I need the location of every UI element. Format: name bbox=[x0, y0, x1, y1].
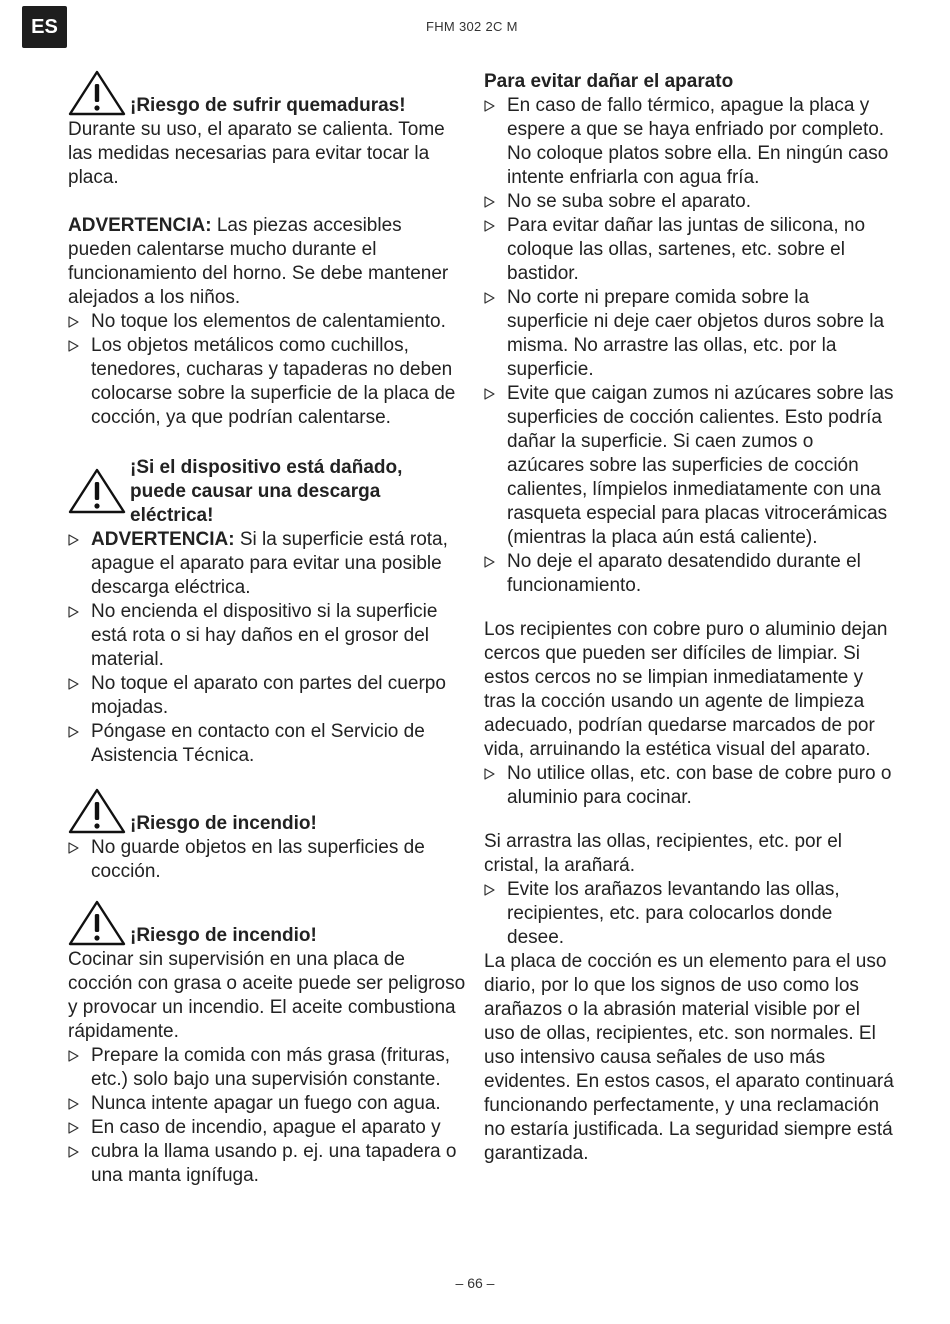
list-item: No encienda el dispositivo si la superficie está rota o si hay daños en el grosor del material. bbox=[68, 600, 468, 672]
fire-warning-title-2: ¡Riesgo de incendio! bbox=[130, 925, 317, 946]
fire-warning-heading-1 bbox=[68, 788, 468, 836]
warning-triangle-icon bbox=[68, 900, 126, 946]
list-item: Para evitar dañar las juntas de silicona, no coloque las ollas, sartenes, etc. sobre el bastidor. bbox=[484, 214, 894, 286]
advertencia-bullets bbox=[68, 310, 468, 430]
list-item: No toque los elementos de calentamiento. bbox=[68, 310, 468, 334]
scratch-bullets bbox=[484, 878, 894, 950]
section-title: Para evitar dañar el aparato bbox=[484, 71, 734, 92]
bullet-arrow-icon bbox=[68, 842, 79, 854]
list-item: No deje el aparato desatendido durante el funcionamiento. bbox=[484, 550, 894, 598]
bullet-arrow-icon bbox=[68, 1122, 79, 1134]
shock-warning-heading bbox=[68, 456, 468, 528]
list-item: Póngase en contacto con el Servicio de Asistencia Técnica. bbox=[68, 720, 468, 768]
list-item: Evite los arañazos levantando las ollas, recipientes, etc. para colocarlos donde desee. bbox=[484, 878, 894, 950]
copper-paragraph: Los recipientes con cobre puro o aluminio dejan cercos que pueden ser difíciles de limpiar. Si estos cercos no se limpian inmediatamente y tras la cocción usando un agente de limpieza adecuado, podrían quedarse marcados de por vida, arruinando la estética visual del aparato. bbox=[484, 619, 888, 760]
bullet-arrow-icon bbox=[68, 678, 79, 690]
bullet-arrow-icon bbox=[68, 606, 79, 618]
bullet-arrow-icon bbox=[484, 388, 495, 400]
advertencia-label: ADVERTENCIA: bbox=[68, 215, 212, 236]
scratch-paragraph: Si arrastra las ollas, recipientes, etc. por el cristal, la arañará. bbox=[484, 831, 842, 876]
warning-triangle-icon bbox=[68, 70, 126, 116]
advertencia-text: Las piezas accesibles pueden calentarse mucho durante el funcionamiento del horno. Se debe mantener alejados a los niños. bbox=[68, 215, 449, 308]
fire-warning-heading-2 bbox=[68, 900, 468, 948]
list-item: Los objetos metálicos como cuchillos, tenedores, cucharas y tapaderas no deben colocarse sobre la superficie de la placa de cocción, ya que podrían calentarse. bbox=[68, 334, 468, 430]
fire-warning-bullets-2 bbox=[68, 1044, 468, 1188]
list-item: En caso de incendio, apague el aparato y bbox=[68, 1116, 468, 1140]
shock-warning-title: ¡Si el dispositivo está dañado, puede causar una descarga eléctrica! bbox=[130, 457, 403, 526]
list-item: No toque el aparato con partes del cuerpo mojadas. bbox=[68, 672, 468, 720]
list-item: Prepare la comida con más grasa (frituras, etc.) solo bajo una supervisión constante. bbox=[68, 1044, 468, 1092]
fire-warning-text: Cocinar sin supervisión en una placa de cocción con grasa o aceite puede ser peligroso y provocar un incendio. El aceite combustiona rápidamente. bbox=[68, 949, 466, 1042]
bullet-arrow-icon bbox=[68, 726, 79, 738]
bullet-arrow-icon bbox=[68, 1098, 79, 1110]
bullet-arrow-icon bbox=[68, 1050, 79, 1062]
bullet-arrow-icon bbox=[484, 884, 495, 896]
list-item: No utilice ollas, etc. con base de cobre puro o aluminio para cocinar. bbox=[484, 762, 894, 810]
right-column bbox=[484, 70, 894, 1166]
fire-warning-title-1: ¡Riesgo de incendio! bbox=[130, 813, 317, 834]
warning-triangle-icon bbox=[68, 468, 126, 514]
model-number: FHM 302 2C M bbox=[426, 19, 518, 34]
damage-bullets bbox=[484, 94, 894, 598]
bullet-arrow-icon bbox=[68, 1146, 79, 1158]
advertencia-paragraph bbox=[68, 214, 468, 310]
language-badge: ES bbox=[22, 6, 67, 48]
list-item: Evite que caigan zumos ni azúcares sobre las superficies de cocción calientes. Esto podría dañar la superficie. Si caen zumos o azúcares sobre las superficies de cocción calientes, límpielos inmediatamente con una rasqueta especial para placas vitrocerámicas (mientras la placa aún está caliente). bbox=[484, 382, 894, 550]
list-item: Nunca intente apagar un fuego con agua. bbox=[68, 1092, 468, 1116]
fire-warning-bullets-1 bbox=[68, 836, 468, 884]
usage-paragraph: La placa de cocción es un elemento para el uso diario, por lo que los signos de uso como los arañazos o la abrasión material visible por el uso de ollas, recipientes, etc. son normales. El uso intensivo causa señales de uso más evidentes. En estos casos, el aparato continuará funcionando perfectamente, y una reclamación no estaría justificada. La seguridad siempre está garantizada. bbox=[484, 951, 894, 1164]
warning-triangle-icon bbox=[68, 788, 126, 834]
list-item: En caso de fallo térmico, apague la placa y espere a que se haya enfriado por completo. No coloque platos sobre ella. En ningún caso intente enfriarla con agua fría. bbox=[484, 94, 894, 190]
bullet-arrow-icon bbox=[68, 316, 79, 328]
bullet-arrow-icon bbox=[484, 556, 495, 568]
list-item: No se suba sobre el aparato. bbox=[484, 190, 894, 214]
bullet-arrow-icon bbox=[484, 292, 495, 304]
burn-warning-heading bbox=[68, 70, 468, 118]
bullet-arrow-icon bbox=[484, 100, 495, 112]
burn-warning-title: ¡Riesgo de sufrir quemaduras! bbox=[130, 95, 406, 116]
list-item: cubra la llama usando p. ej. una tapadera o una manta ignífuga. bbox=[68, 1140, 468, 1188]
copper-bullets bbox=[484, 762, 894, 810]
page-number: – 66 – bbox=[455, 1275, 495, 1291]
bullet-arrow-icon bbox=[484, 220, 495, 232]
list-item: No guarde objetos en las superficies de cocción. bbox=[68, 836, 468, 884]
left-column bbox=[68, 70, 468, 1188]
list-item: No corte ni prepare comida sobre la superficie ni deje caer objetos duros sobre la misma. No arrastre las ollas, etc. por la superficie. bbox=[484, 286, 894, 382]
bullet-arrow-icon bbox=[484, 768, 495, 780]
bullet-arrow-icon bbox=[68, 340, 79, 352]
list-item: ADVERTENCIA: Si la superficie está rota, apague el aparato para evitar una posible descarga eléctrica. bbox=[68, 528, 468, 600]
bullet-arrow-icon bbox=[68, 534, 79, 546]
burn-warning-text: Durante su uso, el aparato se calienta. Tome las medidas necesarias para evitar tocar la placa. bbox=[68, 119, 445, 188]
shock-warning-bullets bbox=[68, 528, 468, 768]
bullet-arrow-icon bbox=[484, 196, 495, 208]
